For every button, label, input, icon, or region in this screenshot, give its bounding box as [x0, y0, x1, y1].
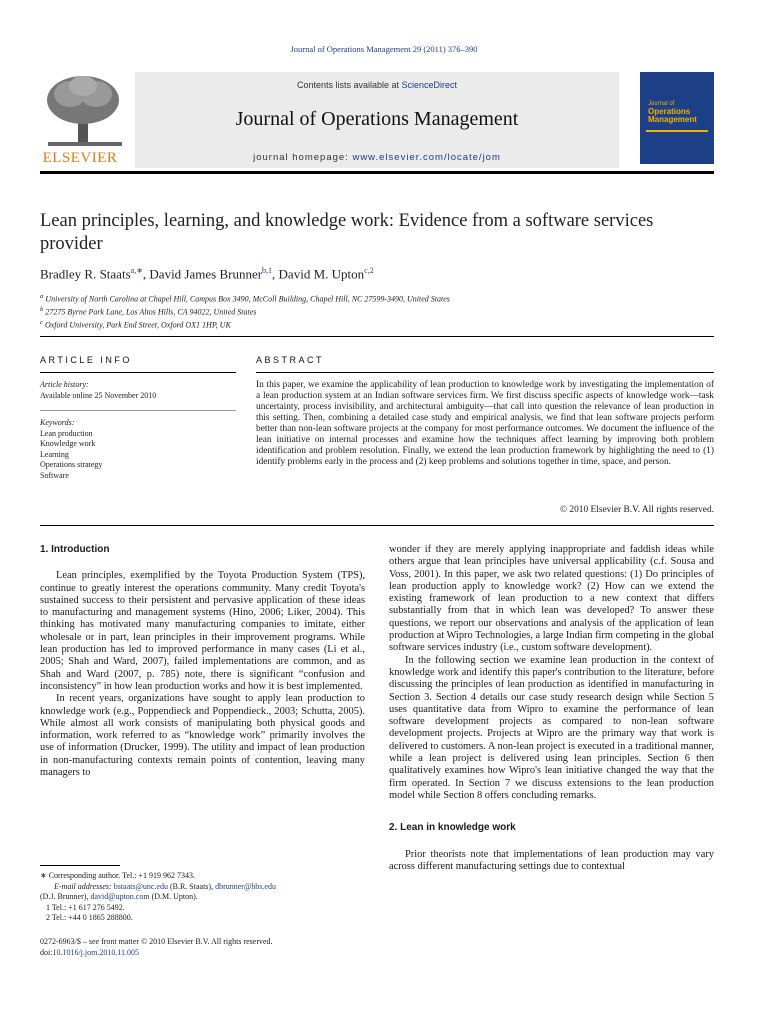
author-affiliation-mark[interactable]: a,∗	[130, 266, 143, 275]
keyword-item: Software	[40, 470, 69, 480]
email-owner: (B.R. Staats),	[167, 881, 216, 891]
masthead-band	[135, 72, 619, 168]
history-label: Article history:	[40, 380, 89, 389]
keywords-divider	[40, 410, 236, 411]
history-value: Available online 25 November 2010	[40, 390, 157, 400]
footnote-1: 1 Tel.: +1 617 276 5492.	[46, 902, 125, 912]
email-owner: (D.J. Brunner),	[40, 892, 91, 901]
abstract-copyright: © 2010 Elsevier B.V. All rights reserved.	[559, 505, 714, 515]
footnote-rule	[40, 865, 120, 866]
issn-line: 0272-6963/$ – see front matter © 2010 Elsevier B.V. All rights reserved.	[40, 937, 273, 946]
affiliations	[40, 292, 450, 331]
journal-cover	[640, 72, 714, 164]
author-name: David M. Upton	[278, 266, 365, 282]
author-separator: ,	[272, 266, 279, 282]
doi-label: doi:	[40, 947, 53, 957]
footnote-2: 2 Tel.: +44 0 1865 288800.	[46, 913, 133, 922]
doi-line	[40, 948, 365, 959]
author-name: Bradley R. Staats	[40, 266, 131, 282]
masthead-rule	[40, 171, 714, 174]
keyword-item: Lean production	[40, 428, 93, 438]
keyword-item: Knowledge work	[40, 439, 96, 448]
issn-block	[40, 937, 365, 958]
elsevier-tree-logo	[40, 72, 134, 168]
affiliation-item	[40, 318, 450, 331]
email-link[interactable]: david@upton.com	[90, 892, 150, 901]
footnotes	[40, 871, 365, 924]
contents-line	[135, 80, 619, 90]
author-list	[40, 266, 374, 282]
journal-title: Journal of Operations Management	[235, 108, 519, 130]
keyword-item: Learning	[40, 449, 69, 459]
affiliation-mark: c	[40, 319, 43, 327]
corresponding-author-note: ∗ Corresponding author. Tel.: +1 919 962 7343.	[40, 871, 195, 880]
email-link[interactable]: dbrunner@hbs.edu	[215, 881, 276, 891]
article-title: Lean principles, learning, and knowledge work: Evidence from a software services provider	[40, 211, 654, 254]
info-top-rule	[40, 336, 714, 337]
email-line	[40, 882, 365, 893]
abstract-rule	[256, 372, 714, 373]
affiliation-mark: a	[40, 293, 44, 300]
section-2-heading: 2. Lean in knowledge work	[389, 822, 516, 834]
cover-title	[648, 100, 697, 124]
keywords-block	[40, 418, 236, 481]
masthead	[40, 72, 714, 168]
email-link[interactable]: bstaats@unc.edu	[113, 881, 168, 891]
abstract-heading: ABSTRACT	[256, 355, 325, 365]
paragraph: Prior theorists note that implementations of lean production may vary across different manufacturing settings due to contextual	[389, 848, 714, 872]
article-info-heading: ARTICLE INFO	[40, 355, 132, 365]
tree-icon	[40, 72, 130, 148]
author-separator: ,	[142, 266, 150, 282]
email-owner: (D.M. Upton).	[149, 892, 198, 901]
email-line-2	[40, 892, 365, 903]
article-history	[40, 380, 236, 401]
contents-prefix: Contents lists available at	[296, 80, 402, 90]
publisher-wordmark: ELSEVIER	[42, 150, 118, 166]
cover-stripe	[646, 130, 708, 132]
right-column	[389, 544, 714, 873]
author-affiliation-mark[interactable]: c,2	[364, 266, 374, 275]
section-1-heading: 1. Introduction	[40, 544, 110, 555]
info-rule	[40, 372, 236, 373]
abstract-bottom-rule	[40, 525, 714, 526]
cover-line-0: Journal of	[648, 101, 675, 107]
sciencedirect-link[interactable]: ScienceDirect	[401, 80, 458, 90]
doi-link[interactable]: 10.1016/j.jom.2010.11.005	[52, 947, 140, 957]
affiliation-text: Oxford University, Park End Street, Oxford OX1 1HP, UK	[44, 320, 231, 330]
cover-line-1: Operations	[648, 107, 691, 116]
cover-line-2: Management	[648, 115, 697, 124]
homepage-prefix: journal homepage:	[253, 152, 353, 163]
email-label: E-mail addresses:	[54, 881, 112, 891]
paragraph: Lean principles, exemplified by the Toyota Production System (TPS), continue to greatly interest the operations community. Many credit Toyota's sustained success to their persistent and pervasive application of these ideas to manufacturing and management systems (Hino, 2006; Liker, 2004). This thinking has motivated many manufacturing companies to imitate, either wholesale or in part, lean principles in their improvement programs. While lean production has led to improved performance in many cases (Li et al., 2005; Shah and Ward, 2007), failed implementations are common, and as Shah and Ward (2007, p. 785) note, there is significant “confusion and inconsistency” in how lean production works and how it is best implemented.	[40, 570, 365, 692]
affiliation-text: 27275 Byrne Park Lane, Los Altos Hills, CA 94022, United States	[45, 307, 257, 317]
author-name: David James Brunner	[149, 266, 263, 282]
affiliation-text: University of North Carolina at Chapel Hill, Campus Box 3490, McColl Building, Chapel Hill, NC 27599-3490, United States	[45, 294, 450, 304]
paragraph: In the following section we examine lean production in the context of knowledge work and identify this paper's contribution to the literature, before discussing the principles of lean production as identified in manufacturing in Section 3. Section 4 details our case study research design while Section 5 uses quantitative data from Wipro to examine the performance of lean software development projects as compared to non-lean software development projects. Projects at Wipro are the primary way that work is delivered to customers. A non-lean project is executed in a traditional manner, while a lean project is delivered using lean principles. Section 6 then qualitatively examines how Wipro's lean initiative changed the way that the firm operated. In Section 7 we discuss extensions to the lean production model while Section 8 offers concluding remarks.	[389, 654, 714, 801]
paragraph: wonder if they are merely applying inappropriate and faddish ideas while others argue that lean principles have universal applicability (c.f. Sousa and Voss, 2001). In this paper, we ask two related questions: (1) Do principles of lean production apply to knowledge work? (2) How can we extend the existing framework of lean production to a new context that differs substantially from that in which lean was developed? To answer these questions, we report our observations and analysis of the application of lean production at Wipro Technologies, a large Indian firm competing in the global software services industry (i.e., custom software development).	[389, 544, 714, 654]
left-column	[40, 544, 365, 779]
keywords-label: Keywords:	[40, 418, 75, 427]
homepage-line	[135, 152, 619, 163]
keyword-item: Operations strategy	[40, 460, 103, 469]
affiliation-mark: b	[40, 306, 44, 314]
affiliation-item	[40, 305, 450, 318]
journal-reference[interactable]: Journal of Operations Management 29 (2011) 376–390	[290, 44, 478, 54]
author-affiliation-mark[interactable]: b,1	[262, 266, 273, 275]
homepage-link[interactable]: www.elsevier.com/locate/jom	[352, 152, 501, 163]
abstract-text: In this paper, we examine the applicability of lean production to knowledge work by investigating the implementation of a lean production system at an Indian software services firm. We first discuss specific aspects of knowledge work—task uncertainty, process invisibility, and architectural ambiguity—that call into question the relevance of lean production in this setting. Then, combining a detailed case study and empirical analysis, we find that lean software projects perform better than non-lean software projects at the company for most performance outcomes. We document the influence of the lean initiative on internal processes and examine how the techniques affect learning by improving both problem identification and problem resolution. Finally, we extend the lean production framework by highlighting the need to (1) identify problems early in the process and (2) keep problems and solutions together in time, space, and person.	[256, 380, 714, 467]
paragraph: In recent years, organizations have sought to apply lean production to knowledge work (e.g., Poppendieck and Poppendieck., 2003; Schutta, 2005). While almost all work consists of manipulating both physical goods and information, work referred to as “knowledge work” primarily involves the use of information (Drucker, 1999). The utility and impact of lean production in non-manufacturing contexts remain points of contention, leaving many managers to	[40, 693, 365, 779]
affiliation-item	[40, 292, 450, 305]
